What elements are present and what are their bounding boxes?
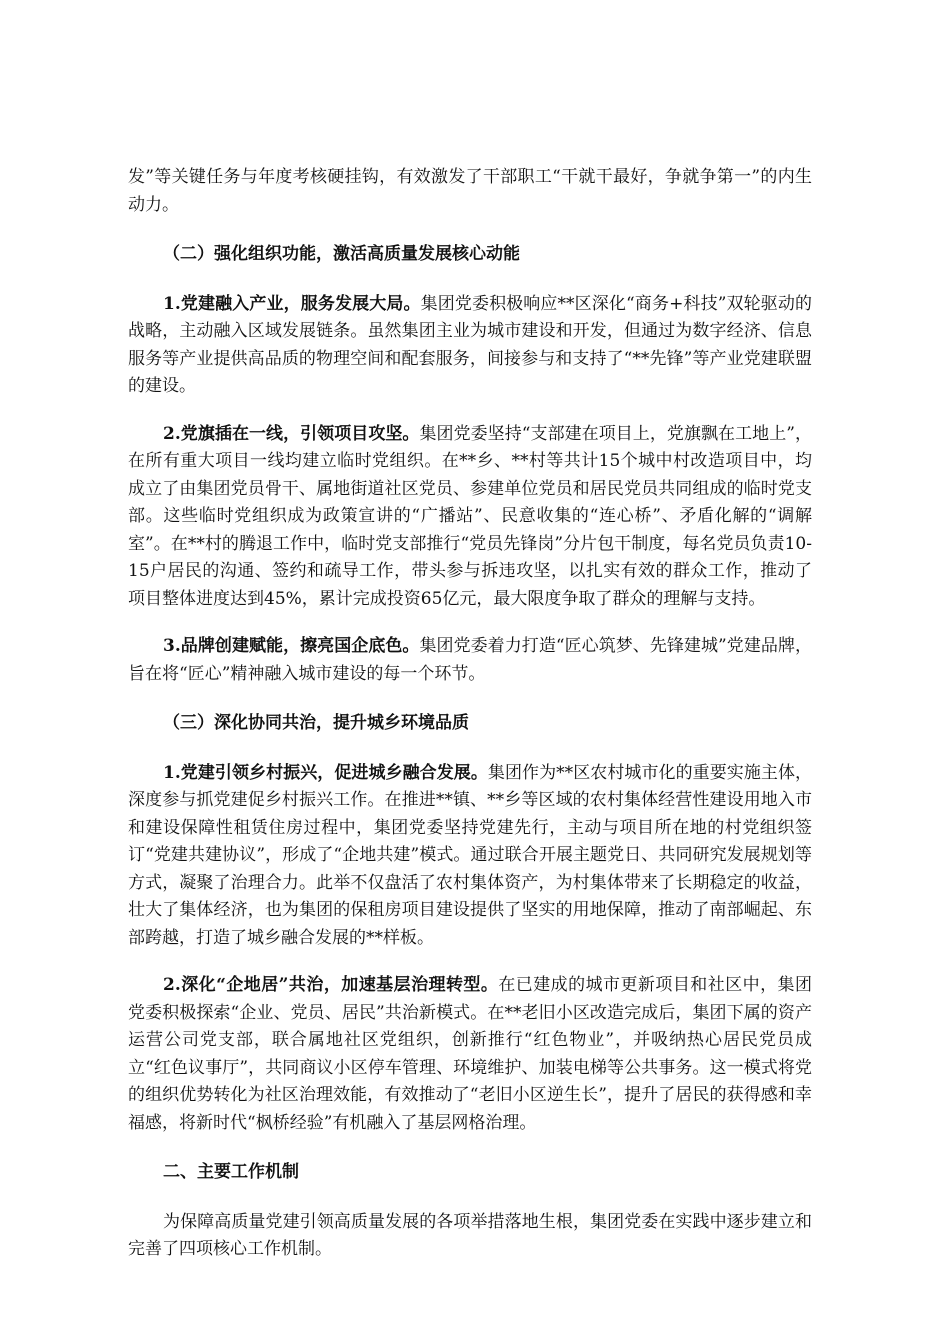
section-heading-strengthen-organization: （二）强化组织功能，激活高质量发展核心动能 [163,244,520,264]
paragraph-lead-text: 2.深化“企地居”共治，加速基层治理转型。 [163,975,499,995]
paragraph-body-text: 在已建成的城市更新项目和社区中，集团党委积极探索“企业、党员、居民”共治新模式。在**老旧小区改造完成后，集团下属的资产运营公司党支部，联合属地社区党组织，创新推行“红色物业”，并吸纳热心居民党员成立“红色议事厅”，共同商议小区停车管理、环境维护、加装电梯等公共事务。这一模式将党的组织优势转化为社区治理效能，有效推动了“老旧小区逆生长”，提升了居民的获得感和幸福感，将新时代“枫桥经验”有机融入了基层网格治理。 [128,975,812,1133]
paragraph-party-flag-frontline [128,421,812,614]
part-heading-work-mechanisms: 二、主要工作机制 [163,1162,299,1182]
paragraph-lead-text: 1.党建融入产业，服务发展大局。 [163,293,421,314]
paragraph-body-text: 集团党委积极响应**区深化“商务+科技”双轮驱动的战略，主动融入区域发展链条。虽然集团主业为城市建设和开发，但通过为数字经济、信息服务等产业提供高品质的物理空间和配套服务，间接参与和支持了“**先锋”等产业党建联盟的建设。 [128,293,812,396]
paragraph-body-text: 集团作为**区农村城市化的重要实施主体，深度参与抓党建促乡村振兴工作。在推进**镇、**乡等区域的农村集体经营性建设用地入市和建设保障性租赁住房过程中，集团党委坚持党建先行，主动与项目所在地的村党组织签订“党建共建协议”，形成了“企地共建”模式。通过联合开展主题党日、共同研究发展规划等方式，凝聚了治理合力。此举不仅盘活了农村集体资产，为村集体带来了长期稳定的收益，壮大了集体经济，也为集团的保租房项目建设提供了坚实的用地保障，推动了南部崛起、东部跨越，打造了城乡融合发展的**样板。 [128,762,813,948]
paragraph-rural-revitalization [128,760,812,953]
paragraph-lead-text: 3.品牌创建赋能，擦亮国企底色。 [163,636,420,656]
paragraph-party-building-industry [128,291,812,401]
paragraph-lead-text: 1.党建引领乡村振兴，促进城乡融合发展。 [163,762,488,783]
paragraph-enterprise-community-governance [128,972,812,1137]
paragraph-body-text: 集团党委坚持“支部建在项目上，党旗飘在工地上”，在所有重大项目一线均建立临时党组织。在**乡、**村等共计15个城中村改造项目中，均成立了由集团党员骨干、属地街道社区党员、参建单位党员和居民党员共同组成的临时党支部。这些临时党组织成为政策宣讲的“广播站”、民意收集的“连心桥”、矛盾化解的“调解室”。在**村的腾退工作中，临时党支部推行“党员先锋岗”分片包干制度，每名党员负责10-15户居民的沟通、签约和疏导工作，带头参与拆违攻坚，以扎实有效的群众工作，推动了项目整体进度达到45%，累计完成投资65亿元，最大限度争取了群众的理解与支持。 [128,423,812,609]
paragraph-body-text: 集团党委着力打造“匠心筑梦、先锋建城”党建品牌，旨在将“匠心”精神融入城市建设的每一个环节。 [128,636,812,684]
section-heading-collaborative-governance: （三）深化协同共治，提升城乡环境品质 [163,713,469,733]
paragraph-lead-text: 2.党旗插在一线，引领项目攻坚。 [163,423,420,444]
document-body [128,164,812,1264]
paragraph-brand-building [128,633,812,688]
paragraph-mechanisms-intro: 为保障高质量党建引领高质量发展的各项举措落地生根，集团党委在实践中逐步建立和完善了四项核心工作机制。 [128,1211,812,1259]
paragraph-intro-continuation: 发”等关键任务与年度考核硬挂钩，有效激发了干部职工“干就干最好，争就争第一”的内生动力。 [128,167,812,215]
